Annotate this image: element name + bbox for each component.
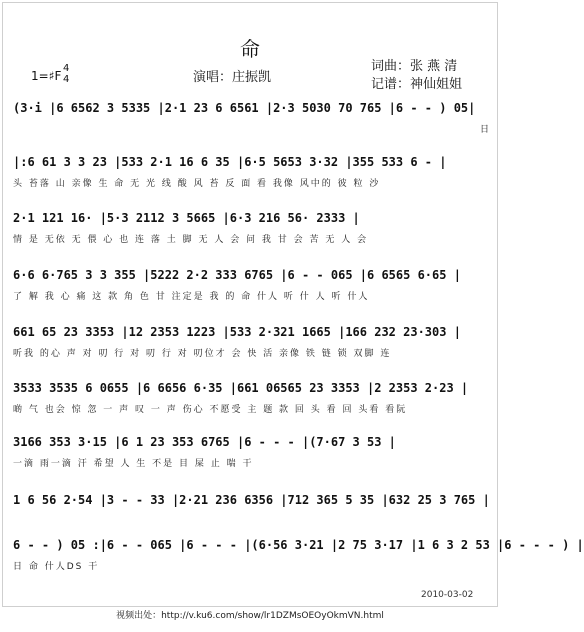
notation-line: 3166 353 3·15 |6 1 23 353 6765 |6 - - - |(7·67 3 53 |	[13, 435, 396, 449]
key-signature: 1=♯F	[31, 69, 62, 83]
score-row	[13, 101, 491, 134]
time-signature-bottom: 4	[63, 74, 70, 85]
notation-line: 6 - - ) 05 :|6 - - 065 |6 - - - |(6·56 3·21 |2 75 3·17 |1 6 3 2 53 |6 - - - ) |	[13, 538, 584, 552]
lyrics-line: 了 解 我 心 痛 这 款 角 色 甘 注定是 我 的 命 什人 听 什 人 听 什人	[13, 292, 370, 302]
score-row	[13, 268, 491, 301]
video-source: 视频出处：http://v.ku6.com/show/lr1DZMsOEOyOkmVN.html	[116, 611, 384, 621]
score-row	[13, 155, 491, 188]
notation-line: 661 65 23 3353 |12 2353 1223 |533 2·321 1665 |166 232 23·303 |	[13, 325, 461, 339]
notation-line: 6·6 6·765 3 3 355 |5222 2·2 333 6765 |6 - - 065 |6 6565 6·65 |	[13, 268, 461, 282]
credits	[371, 58, 462, 94]
notation-line: 3533 3535 6 0655 |6 6656 6·35 |661 06565 23 3353 |2 2353 2·23 |	[13, 381, 469, 395]
time-signature	[63, 63, 69, 85]
notation-line: 2·1 121 16· |5·3 2112 3 5665 |6·3 216 56· 2333 |	[13, 211, 360, 225]
singer-credit: 演唱：庄振凯	[193, 70, 272, 85]
composer-credit: 词曲：张 燕 清	[371, 59, 458, 74]
lyrics-line: 听我 的心 声 对 叨 行 对 叨 行 对 叨位才 会 快 活 亲像 铁 链 锁 双脚 连	[13, 349, 392, 359]
score-row	[13, 325, 491, 358]
transcription-date: 2010-03-02	[421, 590, 474, 600]
transcriber-credit: 记谱：神仙姐姐	[371, 77, 463, 92]
score-row	[13, 493, 491, 526]
time-signature-top: 4	[63, 63, 70, 74]
lyrics-line: 日	[479, 125, 491, 135]
lyrics-line: 情 是 无依 无 偎 心 也 连 落 土 脚 无 人 会 问 我 甘 会 苦 无 人 会	[13, 235, 369, 245]
score-row	[13, 435, 491, 468]
notation-line: |:6 61 3 3 23 |533 2·1 16 6 35 |6·5 5653 3·32 |355 533 6 - |	[13, 155, 447, 169]
score-row	[13, 538, 584, 572]
lyrics-line: 一滴 雨一滴 汗 希望 人 生 不是 目 屎 止 喘 干	[13, 459, 254, 469]
song-title: 命	[240, 37, 260, 61]
lyrics-line: 头 苔落 山 亲像 生 命 无 光 线 酸 风 苔 反 面 看 我像 风中的 彼 粒 沙	[13, 179, 381, 189]
score-sheet	[2, 2, 584, 607]
lyrics-line: 啲 气 也会 惊 忽 一 声 叹 一 声 伤心 不愿受 主 题 款 回 头 看 回 头看 看阮	[13, 405, 408, 415]
notation-line: (3·i |6 6562 3 5335 |2·1 23 6 6561 |2·3 5030 70 765 |6 - - ) 05|	[13, 101, 476, 115]
notation-line: 1 6 56 2·54 |3 - - 33 |2·21 236 6356 |712 365 5 35 |632 25 3 765 |	[13, 493, 490, 507]
lyrics-line	[13, 514, 491, 526]
lyrics-line: 日 命 什人DS 干	[13, 562, 100, 572]
score-row	[13, 381, 491, 414]
score-row	[13, 211, 491, 244]
